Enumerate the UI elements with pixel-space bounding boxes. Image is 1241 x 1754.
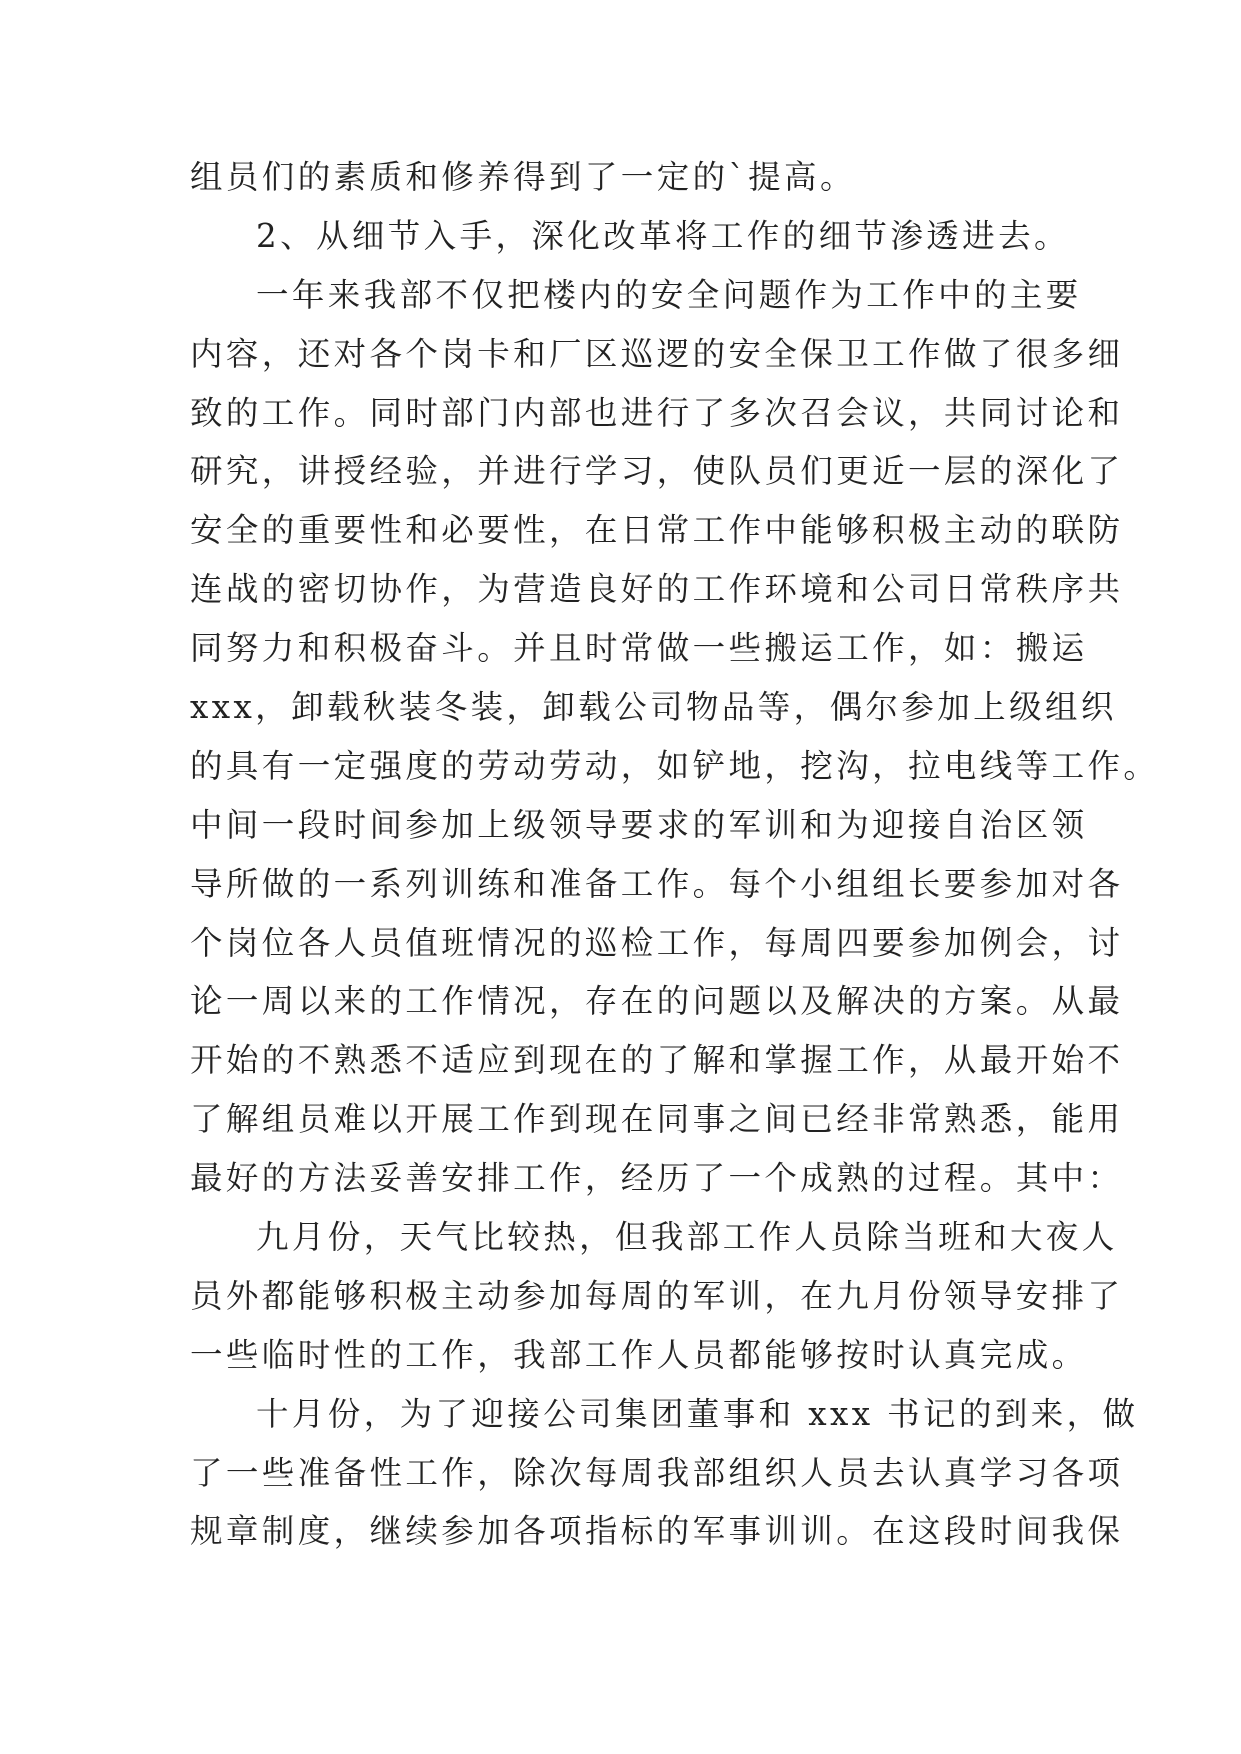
text-line: 中间一段时间参加上级领导要求的军训和为迎接自治区领 bbox=[190, 805, 1088, 844]
text-line: 一些临时性的工作，我部工作人员都能够按时认真完成。 bbox=[190, 1335, 1088, 1374]
text-line: 组员们的素质和修养得到了一定的`提高。 bbox=[190, 158, 856, 196]
text-line: 员外都能够积极主动参加每周的军训，在九月份领导安排了 bbox=[190, 1276, 1124, 1315]
text-line: 规章制度，继续参加各项指标的军事训训。在这段时间我保 bbox=[190, 1512, 1124, 1551]
text-line: 连战的密切协作，为营造良好的工作环境和公司日常秩序共 bbox=[190, 570, 1124, 609]
text-line: 同努力和积极奋斗。并且时常做一些搬运工作，如：搬运 bbox=[190, 629, 1088, 668]
document-body bbox=[190, 148, 1160, 1561]
text-line: 了解组员难以开展工作到现在同事之间已经非常熟悉，能用 bbox=[190, 1100, 1124, 1139]
text-line: 导所做的一系列训练和准备工作。每个小组组长要参加对各 bbox=[190, 864, 1124, 903]
text-line: 2、从细节入手，深化改革将工作的细节渗透进去。 bbox=[256, 216, 1070, 255]
text-line: 一年来我部不仅把楼内的安全问题作为工作中的主要 bbox=[256, 275, 1082, 314]
text-line: 研究，讲授经验，并进行学习，使队员们更近一层的深化了 bbox=[190, 452, 1124, 491]
text-line: xxx，卸载秋装冬装，卸载公司物品等，偶尔参加上级组织 bbox=[190, 688, 1117, 727]
text-line: 致的工作。同时部门内部也进行了多次召会议，共同讨论和 bbox=[190, 393, 1124, 432]
text-line: 最好的方法妥善安排工作，经历了一个成熟的过程。其中： bbox=[190, 1159, 1124, 1198]
text-line: 内容，还对各个岗卡和厂区巡逻的安全保卫工作做了很多细 bbox=[190, 334, 1124, 373]
text-line: 开始的不熟悉不适应到现在的了解和掌握工作，从最开始不 bbox=[190, 1041, 1124, 1080]
text-line: 了一些准备性工作，除次每周我部组织人员去认真学习各项 bbox=[190, 1453, 1124, 1492]
text-line: 十月份，为了迎接公司集团董事和 xxx 书记的到来，做 bbox=[256, 1394, 1139, 1433]
text-line: 的具有一定强度的劳动劳动，如铲地，挖沟，拉电线等工作。 bbox=[190, 746, 1160, 785]
text-line: 安全的重要性和必要性，在日常工作中能够积极主动的联防 bbox=[190, 511, 1124, 550]
text-line: 九月份，天气比较热，但我部工作人员除当班和大夜人 bbox=[256, 1218, 1118, 1257]
text-line: 个岗位各人员值班情况的巡检工作，每周四要参加例会，讨 bbox=[190, 923, 1124, 962]
text-line: 论一周以来的工作情况，存在的问题以及解决的方案。从最 bbox=[190, 982, 1124, 1021]
